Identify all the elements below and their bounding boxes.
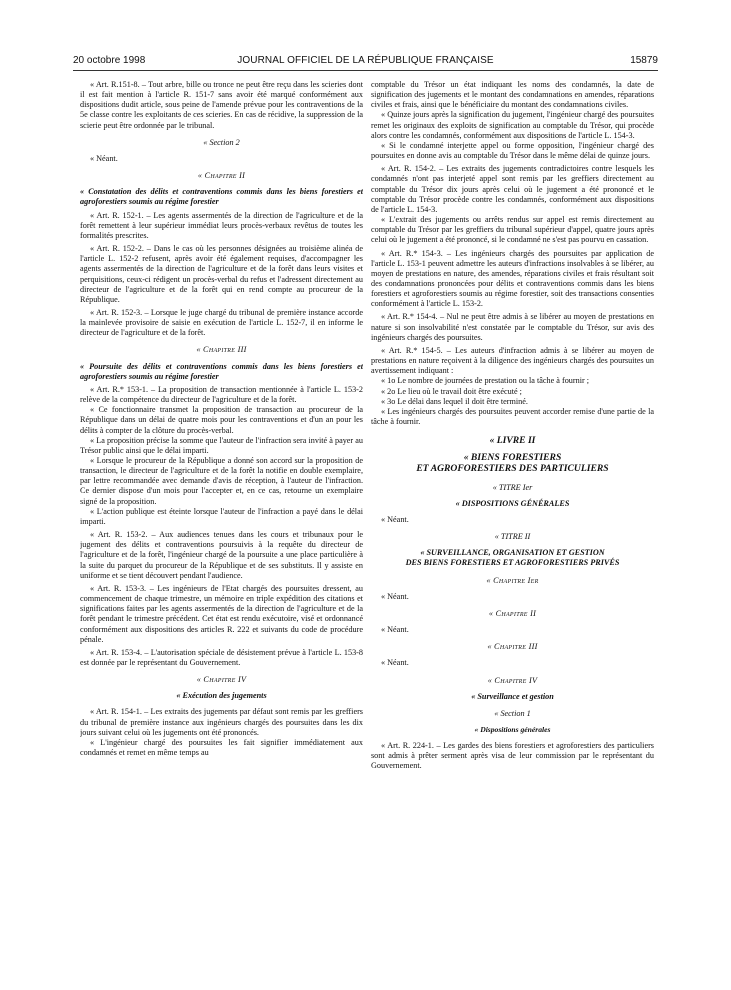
list-item: « 3o Le délai dans lequel il doit être terminé.: [381, 396, 528, 406]
titre-heading: « TITRE Ier: [492, 482, 533, 492]
paragraph: « Si le condamné interjette appel ou forme opposition, l'ingénieur chargé des poursuites en donne avis au comptable du Trésor dans le même délai de quinze jours.: [371, 140, 654, 161]
neant-text: « Néant.: [381, 514, 409, 524]
neant-text: « Néant.: [381, 625, 409, 635]
chapter-heading: [80, 171, 363, 181]
right-column: [371, 80, 654, 772]
chapter-label: « Chapitre IV: [487, 675, 538, 685]
article-r154-1: « Art. R. 154-1. – Les extraits des jugements par défaut sont remis par les greffiers du tribunal de première instance aux ingénieurs chargés des poursuites dans les dix jours suivant celui où les jugements ont été prononcés.: [80, 707, 363, 737]
neant-text: « Néant.: [90, 153, 118, 163]
chapter-title: « Constatation des délits et contraventions commis dans les biens forestiers et agroforestiers soumis au régime forestier: [80, 187, 363, 207]
article-r154-3: « Art. R.* 154-3. – Les ingénieurs chargés des poursuites par application de l'article L. 153-1 peuvent admettre les auteurs d'infractions insolvables à se libérer, au moyen de prestations en nature, des amendes, réparations civiles et frais résultant soit des condamnations prononcées pour délits et contraventions commis dans les biens forestiers et agroforestiers soumis au régime forestier, soit des transactions consenties conformément à l'article L. 153-2.: [371, 248, 654, 309]
chapter-heading: [371, 642, 654, 652]
article-r154-2: « Art. R. 154-2. – Les extraits des jugements contradictoires contre lesquels les condamnés n'ont pas interjeté appel sont remis par les greffiers directement au comptable du Trésor dix jours après celui où le jugement a été prononcé et le comptable du Trésor procède contre les condamnés, conformément aux dispositions de l'article L. 154-3.: [371, 164, 654, 214]
titre-title-line: « SURVEILLANCE, ORGANISATION ET GESTION: [420, 548, 605, 558]
chapter-label: « Chapitre Ier: [486, 575, 539, 585]
titre-heading: « TITRE II: [494, 532, 531, 542]
article-r153-1: « Art. R.* 153-1. – La proposition de transaction mentionnée à l'article L. 153-2 relève de la compétence du directeur de l'agriculture et de la forêt.: [80, 384, 363, 405]
article-r154-5: « Art. R.* 154-5. – Les auteurs d'infraction admis à se libérer au moyen de prestations en nature reçoivent à la diligence des ingénieurs chargés des poursuites un avertissement indiquant :: [371, 345, 654, 376]
section-heading: « Section 2: [203, 137, 240, 147]
article-r152-1: « Art. R. 152-1. – Les agents assermentés de la direction de l'agriculture et de la forêt remettent à leur supérieur immédiat leurs procès-verbaux revêtus de toutes les formalités prescrites.: [80, 210, 363, 240]
header-page-number: 15879: [630, 55, 658, 66]
livre-title-line: ET AGROFORESTIERS DES PARTICULIERS: [416, 463, 609, 475]
paragraph: « Les ingénieurs chargés des poursuites peuvent accorder remise d'une partie de la tâche à fournir.: [371, 406, 654, 426]
paragraph: « L'ingénieur chargé des poursuites les fait signifier immédiatement aux condamnés et remet en même temps au: [80, 737, 363, 758]
livre-heading: « LIVRE II: [489, 435, 536, 447]
titre-title-line: DES BIENS FORESTIERS ET AGROFORESTIERS PRIVÉS: [405, 558, 620, 568]
titre-title: [371, 548, 654, 568]
page-header: [73, 55, 658, 69]
article-r151-8: « Art. R.151-8. – Tout arbre, bille ou tronce ne peut être reçu dans les scieries dont il est fait mention à l'article R. 151-7 sans avoir été marqué conformément aux dispositions dudit article, sous peine de l'amende prévue pour les contraventions de la 5e classe contre les exploitants de ces scieries. En cas de récidive, la suppression de la scierie peut être ordonnée par le tribunal.: [80, 80, 363, 130]
neant-text: « Néant.: [381, 658, 409, 668]
article-r154-4: « Art. R.* 154-4. – Nul ne peut être admis à se libérer au moyen de prestations en nature si son insolvabilité n'est constatée par le comptable du Trésor, sur avis des ingénieurs chargés des poursuites.: [371, 312, 654, 342]
article-r153-3: « Art. R. 153-3. – Les ingénieurs de l'Etat chargés des poursuites dressent, au commencement de chaque trimestre, un mémoire en triple expédition des citations et significations faites par les agents assermentés de la direction de l'agriculture et de la forêt pendant le trimestre précédent. Cet état est rendu exécutoire, visé et ordonnancé conformément aux dispositions des articles R. 222 et suivants du code de procédure pénale.: [80, 583, 363, 644]
chapter-heading: [80, 675, 363, 685]
chapter-label: « Chapitre IV: [196, 675, 247, 685]
chapter-heading: [371, 676, 654, 686]
header-rule: [73, 70, 658, 71]
header-date: 20 octobre 1998: [73, 55, 146, 66]
chapter-label: « Chapitre II: [488, 608, 537, 618]
article-r152-2: « Art. R. 152-2. – Dans le cas où les personnes désignées au troisième alinéa de l'article L. 152-2 refusent, après avoir été également requises, d'accompagner les agents assermentés de la direction de l'agriculture et de la forêt dans leurs visites et perquisitions, ceux-ci rédigent un procès-verbal du refus et l'adressent directement au directeur de l'agriculture et de la forêt qui en rend compte au procureur de la République.: [80, 244, 363, 304]
chapter-label: « Chapitre III: [196, 345, 247, 355]
paragraph: « L'action publique est éteinte lorsque l'auteur de l'infraction a payé dans le délai imparti.: [80, 506, 363, 526]
chapter-title: « Poursuite des délits et contraventions commis dans les biens forestiers et agroforestiers soumis au régime forestier: [80, 361, 363, 381]
paragraph: comptable du Trésor un état indiquant les noms des condamnés, la date de signification des jugements et le montant des condamnations en amendes, réparations civiles et frais, ainsi que le bénéficiaire du montant des condamnations civiles.: [371, 80, 654, 110]
paragraph: « Ce fonctionnaire transmet la proposition de transaction au procureur de la République dans un délai de quatre mois pour les contraventions et d'un an pour les délits à compter de la clôture du procès-verbal.: [80, 405, 363, 435]
section-heading: « Section 1: [494, 708, 531, 718]
header-journal-title: JOURNAL OFFICIEL DE LA RÉPUBLIQUE FRANÇAISE: [237, 55, 494, 66]
neant-text: « Néant.: [381, 591, 409, 601]
article-r153-2: « Art. R. 153-2. – Aux audiences tenues dans les cours et tribunaux pour le jugement des délits et contraventions poursuivis à la requête du directeur de l'agriculture et de la forêt, l'ingénieur chargé de la poursuite a une place particulière à la suite du parquet du procureur de la République et de ses substituts. Il y assiste en uniforme et se tient découvert pendant l'audience.: [80, 530, 363, 580]
chapter-title: « Exécution des jugements: [176, 691, 267, 701]
paragraph: « L'extrait des jugements ou arrêts rendus sur appel est remis directement au comptable du Trésor par les greffiers du tribunal supérieur d'appel, quatre jours après celui où le jugement a été prononcé, si le condamné ne s'est pas pourvu en cassation.: [371, 215, 654, 245]
chapter-heading: [371, 609, 654, 619]
chapter-label: « Chapitre II: [197, 171, 246, 181]
article-r224-1: « Art. R. 224-1. – Les gardes des biens forestiers et agroforestiers des particuliers sont admis à prêter serment après visa de leur commission par le représentant du Gouvernement.: [371, 741, 654, 771]
livre-title: [371, 452, 654, 475]
titre-title: « DISPOSITIONS GÉNÉRALES: [455, 498, 570, 508]
chapter-heading: [80, 345, 363, 355]
article-r152-3: « Art. R. 152-3. – Lorsque le juge chargé du tribunal de première instance accorde la mainlevée provisoire de saisie en exécution de l'article L. 152-7, il en informe le directeur de l'agriculture et de la forêt.: [80, 307, 363, 338]
livre-title-line: « BIENS FORESTIERS: [463, 451, 562, 463]
list-item: « 1o Le nombre de journées de prestation ou la tâche à fournir ;: [381, 376, 590, 386]
chapter-heading: [371, 576, 654, 586]
chapter-title: « Surveillance et gestion: [471, 691, 554, 701]
left-column: [80, 80, 363, 758]
article-r153-4: « Art. R. 153-4. – L'autorisation spéciale de désistement prévue à l'article L. 153-8 est donnée par le représentant du Gouvernement.: [80, 647, 363, 667]
paragraph: « Quinze jours après la signification du jugement, l'ingénieur chargé des poursuites remet les originaux des exploits de signification au comptable du Trésor, qui procède alors contre les condamnés, conformément aux dispositions de l'article L. 154-3.: [371, 110, 654, 140]
paragraph: « Lorsque le procureur de la République a donné son accord sur la proposition de transaction, le directeur de l'agriculture et de la forêt la notifie en double exemplaire, par lettre recommandée avec demande d'avis de réception, à l'auteur de l'infraction. Ce dernier dispose d'un mois pour l'accepter et, en ce cas, retourne un exemplaire signé de la proposition.: [80, 456, 363, 506]
chapter-label: « Chapitre III: [487, 642, 538, 652]
list-item: « 2o Le lieu où le travail doit être exécuté ;: [381, 386, 522, 396]
section-title: « Dispositions générales: [474, 725, 551, 734]
paragraph: « La proposition précise la somme que l'auteur de l'infraction sera invité à payer au Trésor public ainsi que le délai imparti.: [80, 435, 363, 455]
